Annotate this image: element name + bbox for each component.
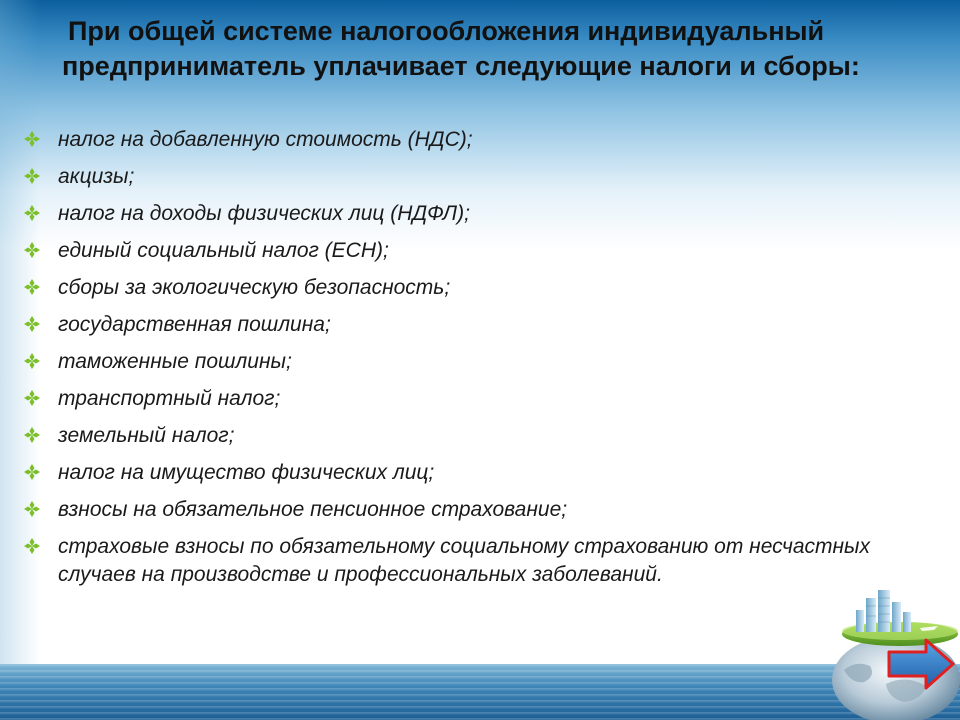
four-diamond-bullet-icon (24, 168, 40, 184)
four-diamond-bullet-icon (24, 427, 40, 443)
item-text: взносы на обязательное пенсионное страхование; (58, 498, 568, 521)
list-item (22, 385, 902, 413)
item-text: сборы за экологическую безопасность; (58, 276, 451, 299)
item-text: налог на добавленную стоимость (НДС); (58, 128, 473, 151)
list-item (22, 496, 902, 524)
list-item (22, 533, 902, 589)
list-item (22, 274, 902, 302)
list-item (22, 126, 902, 154)
four-diamond-bullet-icon (24, 464, 40, 480)
item-text: налог на доходы физических лиц (НДФЛ); (58, 202, 470, 225)
next-slide-button[interactable] (886, 636, 956, 692)
four-diamond-bullet-icon (24, 279, 40, 295)
arrow-right-icon (889, 640, 953, 688)
four-diamond-bullet-icon (24, 353, 40, 369)
four-diamond-bullet-icon (24, 538, 40, 554)
list-item (22, 237, 902, 265)
item-text: таможенные пошлины; (58, 350, 292, 373)
four-diamond-bullet-icon (24, 501, 40, 517)
item-text: страховые взносы по обязательному социальному страхованию от несчастных случаев на производстве и профессиональных заболеваний. (58, 535, 870, 586)
item-text: транспортный налог; (58, 387, 281, 410)
sea-band (0, 664, 960, 720)
item-text: государственная пошлина; (58, 313, 331, 336)
list-item (22, 348, 902, 376)
item-text: земельный налог; (58, 424, 235, 447)
slide-heading: При общей системе налогообложения индивидуальный предприниматель уплачивает следующие налоги и сборы: (62, 16, 860, 81)
four-diamond-bullet-icon (24, 131, 40, 147)
four-diamond-bullet-icon (24, 390, 40, 406)
item-text: налог на имущество физических лиц; (58, 461, 435, 484)
list-item (22, 200, 902, 228)
tax-list (22, 126, 902, 598)
four-diamond-bullet-icon (24, 316, 40, 332)
four-diamond-bullet-icon (24, 205, 40, 221)
four-diamond-bullet-icon (24, 242, 40, 258)
list-item (22, 422, 902, 450)
list-item (22, 311, 902, 339)
list-item (22, 459, 902, 487)
item-text: акцизы; (58, 165, 135, 188)
item-text: единый социальный налог (ЕСН); (58, 239, 389, 262)
list-item (22, 163, 902, 191)
